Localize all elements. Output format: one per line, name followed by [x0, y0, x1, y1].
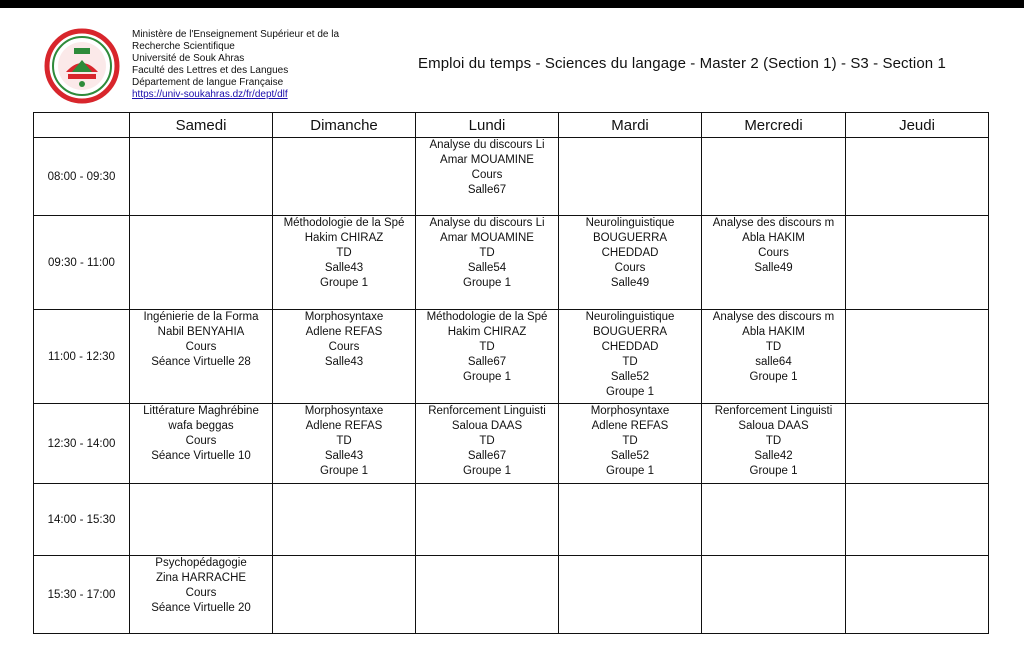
course-line: Groupe 1 [320, 277, 368, 289]
course-cell [559, 216, 702, 310]
course-cell [559, 310, 702, 404]
university-logo [44, 28, 120, 104]
course-line: Salle43 [324, 450, 364, 462]
course-line: Méthodologie de la Spé [283, 217, 405, 229]
course-line: TD [622, 435, 638, 447]
course-line: Méthodologie de la Spé [426, 311, 548, 323]
course-line: TD [765, 341, 782, 353]
institution-header [132, 29, 339, 101]
course-line: Séance Virtuelle 28 [151, 356, 251, 368]
course-line: Morphosyntaxe [304, 405, 384, 417]
course-line: Cours [185, 341, 217, 353]
empty-cell [702, 556, 846, 634]
course-line: TD [622, 356, 638, 368]
course-line: Amar MOUAMINE [440, 154, 534, 166]
course-line: Salle54 [467, 262, 507, 274]
course-line: Renforcement Linguisti [428, 405, 546, 417]
course-line: BOUGUERRA [592, 232, 668, 244]
course-line: TD [479, 435, 495, 447]
course-line: CHEDDAD [601, 247, 659, 259]
time-slot-label: 14:00 - 15:30 [34, 484, 130, 556]
course-line: TD [336, 247, 352, 259]
course-line: Abla HAKIM [742, 326, 805, 338]
course-line: Cours [185, 587, 217, 599]
course-cell [130, 404, 273, 484]
course-line: Salle43 [324, 262, 364, 274]
course-line: CHEDDAD [601, 341, 659, 353]
course-line: Abla HAKIM [742, 232, 805, 244]
empty-cell [702, 138, 846, 216]
course-line: Analyse du discours Li [429, 139, 545, 151]
course-line: Hakim CHIRAZ [304, 232, 384, 244]
course-cell [273, 404, 416, 484]
course-line: Renforcement Linguisti [714, 405, 833, 417]
course-line: Groupe 1 [749, 371, 798, 383]
course-line: TD [336, 435, 352, 447]
course-cell [130, 310, 273, 404]
course-line: Groupe 1 [463, 371, 511, 383]
header-line-4: Faculté des Lettres et des Langues [132, 65, 289, 76]
empty-cell [273, 556, 416, 634]
time-slot-row [34, 216, 989, 310]
course-line: Analyse des discours m [712, 217, 835, 229]
empty-cell [559, 556, 702, 634]
timetable [33, 112, 989, 634]
empty-cell [846, 138, 989, 216]
empty-cell [846, 404, 989, 484]
day-header: Dimanche [273, 113, 416, 138]
course-line: Amar MOUAMINE [440, 232, 534, 244]
course-cell [416, 216, 559, 310]
course-line: Salle67 [467, 184, 507, 196]
empty-cell [846, 484, 989, 556]
empty-cell [559, 138, 702, 216]
course-line: Groupe 1 [320, 465, 368, 477]
course-line: wafa beggas [168, 420, 234, 432]
empty-cell [846, 310, 989, 404]
empty-cell [702, 484, 846, 556]
header-line-2: Recherche Scientifique [132, 41, 235, 52]
course-line: Salle49 [754, 262, 793, 274]
course-cell [416, 138, 559, 216]
empty-cell [416, 484, 559, 556]
empty-cell [130, 216, 273, 310]
course-line: Adlene REFAS [305, 326, 383, 338]
time-header-corner [34, 113, 130, 138]
time-slot-row [34, 404, 989, 484]
course-line: Saloua DAAS [451, 420, 523, 432]
course-cell [559, 404, 702, 484]
course-line: Adlene REFAS [591, 420, 669, 432]
day-header: Jeudi [846, 113, 989, 138]
course-cell [273, 310, 416, 404]
course-line: Groupe 1 [606, 465, 654, 477]
empty-cell [273, 138, 416, 216]
course-line: Groupe 1 [463, 277, 511, 289]
course-line: Ingénierie de la Forma [143, 311, 259, 323]
course-line: Analyse des discours m [712, 311, 835, 323]
course-line: Groupe 1 [606, 386, 654, 398]
course-line: Salle67 [467, 450, 507, 462]
course-line: Cours [185, 435, 217, 447]
course-cell [702, 404, 846, 484]
course-line: TD [479, 247, 495, 259]
course-line: Psychopédagogie [155, 557, 247, 569]
time-slot-label: 11:00 - 12:30 [34, 310, 130, 404]
course-line: Séance Virtuelle 20 [151, 602, 251, 614]
time-slot-label: 15:30 - 17:00 [34, 556, 130, 634]
course-cell [130, 556, 273, 634]
course-line: Salle52 [610, 450, 650, 462]
course-line: Salle43 [324, 356, 364, 368]
header-line-3: Université de Souk Ahras [132, 53, 245, 64]
day-header: Lundi [416, 113, 559, 138]
course-line: Cours [614, 262, 646, 274]
course-line: Nabil BENYAHIA [157, 326, 245, 338]
time-slot-row [34, 484, 989, 556]
empty-cell [416, 556, 559, 634]
day-header: Mercredi [702, 113, 846, 138]
time-slot-row [34, 556, 989, 634]
day-header: Samedi [130, 113, 273, 138]
course-line: Littérature Maghrébine [143, 405, 259, 417]
time-slot-row [34, 310, 989, 404]
day-header: Mardi [559, 113, 702, 138]
time-slot-row [34, 138, 989, 216]
header-line-5: Département de langue Française [132, 77, 284, 88]
course-line: Analyse du discours Li [429, 217, 545, 229]
course-line: BOUGUERRA [592, 326, 668, 338]
course-line: TD [765, 435, 782, 447]
course-line: Salle52 [610, 371, 650, 383]
time-slot-label: 12:30 - 14:00 [34, 404, 130, 484]
course-line: Salle42 [754, 450, 793, 462]
empty-cell [273, 484, 416, 556]
empty-cell [130, 138, 273, 216]
empty-cell [846, 216, 989, 310]
top-black-bar [0, 0, 1024, 8]
empty-cell [130, 484, 273, 556]
course-line: Saloua DAAS [738, 420, 809, 432]
course-cell [702, 310, 846, 404]
course-line: Morphosyntaxe [304, 311, 384, 323]
header-line-1: Ministère de l'Enseignement Supérieur et de la [132, 29, 340, 40]
course-line: Cours [758, 247, 789, 259]
course-line: Séance Virtuelle 10 [151, 450, 251, 462]
course-line: Adlene REFAS [305, 420, 383, 432]
timetable-header-row [34, 113, 989, 138]
course-line: Salle49 [610, 277, 650, 289]
department-link[interactable]: https://univ-soukahras.dz/fr/dept/dlf [132, 89, 288, 100]
course-line: Neurolinguistique [585, 311, 675, 323]
time-slot-label: 08:00 - 09:30 [34, 138, 130, 216]
empty-cell [846, 556, 989, 634]
timetable-title: Emploi du temps - Sciences du langage - Master 2 (Section 1) - S3 - Section 1 [418, 55, 946, 72]
course-line: TD [479, 341, 495, 353]
course-line: Cours [471, 169, 503, 181]
course-line: Groupe 1 [463, 465, 511, 477]
course-line: Morphosyntaxe [590, 405, 670, 417]
time-slot-label: 09:30 - 11:00 [34, 216, 130, 310]
course-line: Neurolinguistique [585, 217, 675, 229]
course-line: salle64 [755, 356, 792, 368]
course-line: Zina HARRACHE [155, 572, 247, 584]
course-line: Hakim CHIRAZ [447, 326, 527, 338]
course-line: Salle67 [467, 356, 507, 368]
empty-cell [559, 484, 702, 556]
course-line: Cours [328, 341, 360, 353]
course-cell [273, 216, 416, 310]
course-cell [416, 404, 559, 484]
course-cell [702, 216, 846, 310]
course-line: Groupe 1 [749, 465, 798, 477]
course-cell [416, 310, 559, 404]
